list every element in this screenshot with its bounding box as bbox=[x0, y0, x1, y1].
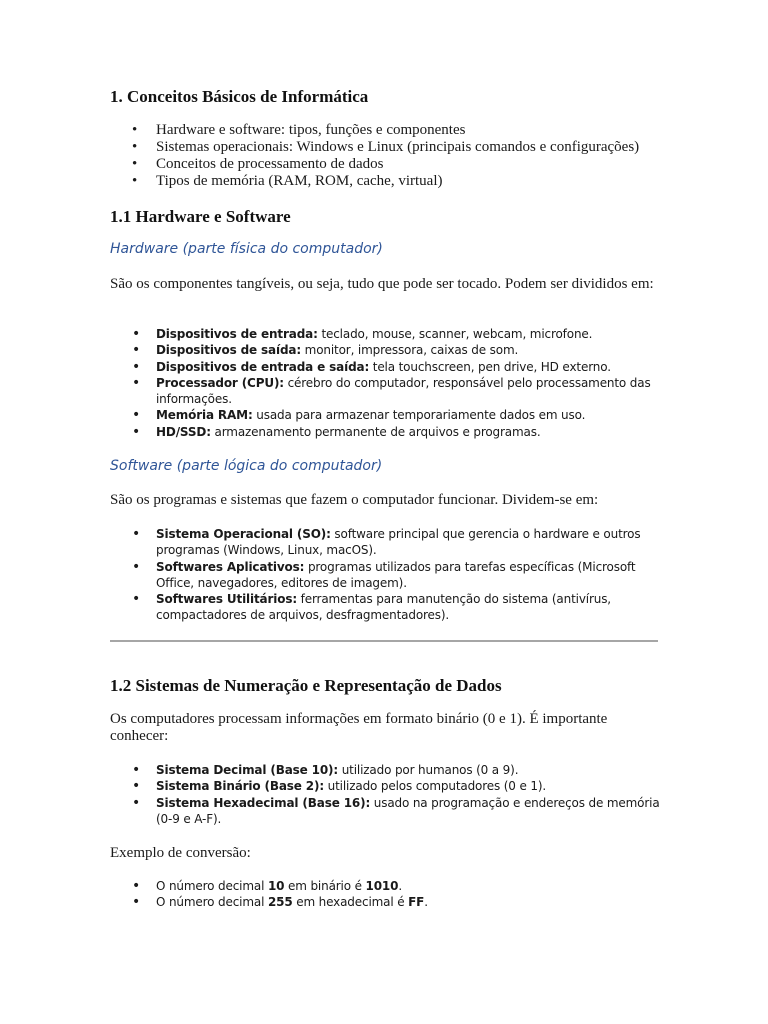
list-item bbox=[110, 795, 660, 828]
description: utilizado pelos computadores (0 e 1). bbox=[323, 779, 547, 794]
list-item: • Conceitos de processamento de dados bbox=[132, 156, 384, 172]
term: Processador (CPU): bbox=[156, 375, 284, 390]
description: software principal que gerencia o hardware e outros programas (Windows, Linux, macOS). bbox=[156, 527, 641, 558]
term: Softwares Aplicativos: bbox=[156, 559, 305, 574]
software-intro: São os programas e sistemas que fazem o computador funcionar. Dividem-se em: bbox=[110, 492, 599, 508]
term: Softwares Utilitários: bbox=[156, 592, 297, 607]
bullet-icon: • bbox=[132, 139, 138, 155]
list-item bbox=[110, 559, 660, 592]
list-item bbox=[110, 526, 660, 559]
list-item bbox=[110, 591, 660, 624]
bullet-icon: • bbox=[132, 173, 138, 189]
term: Dispositivos de entrada: bbox=[156, 327, 318, 341]
bullet-icon: • bbox=[132, 591, 141, 608]
list-item: • O número decimal 255 em hexadecimal é FF. bbox=[132, 894, 428, 911]
bullet-icon: • bbox=[132, 342, 141, 359]
list-item bbox=[110, 375, 660, 408]
bullet-icon: • bbox=[132, 374, 141, 391]
bullet-icon: • bbox=[132, 762, 141, 778]
term: Sistema Decimal (Base 10): bbox=[156, 763, 339, 777]
term: Dispositivos de saída: bbox=[156, 343, 301, 358]
list-item: • Hardware e software: tipos, funções e componentes bbox=[132, 122, 466, 138]
description: programas utilizados para tarefas específicas (Microsoft Office, navegadores, editores de imagem). bbox=[156, 559, 636, 590]
term: Sistema Operacional (SO): bbox=[156, 527, 331, 541]
description: usada para armazenar temporariamente dados em uso. bbox=[252, 408, 586, 423]
description: cérebro do computador, responsável pelo processamento das informações. bbox=[156, 375, 651, 407]
hardware-list bbox=[110, 326, 660, 440]
list-item bbox=[110, 407, 660, 423]
term: Memória RAM: bbox=[156, 408, 253, 423]
hardware-intro: São os componentes tangíveis, ou seja, tudo que pode ser tocado. Podem ser divididos em: bbox=[110, 276, 654, 292]
bullet-icon: • bbox=[132, 156, 138, 172]
bullet-icon: • bbox=[132, 894, 141, 911]
horizontal-rule bbox=[110, 640, 658, 642]
description: ferramentas para manutenção do sistema (antivírus, compactadores de arquivos, desfragmentadores). bbox=[156, 592, 611, 623]
section-1-heading: 1. Conceitos Básicos de Informática bbox=[110, 87, 369, 106]
list-item bbox=[110, 359, 660, 375]
section-1-1-heading: 1.1 Hardware e Software bbox=[110, 207, 291, 226]
bullet-icon: • bbox=[132, 326, 141, 342]
description: utilizado por humanos (0 a 9). bbox=[338, 763, 519, 777]
decimal-value: 255 bbox=[267, 895, 293, 910]
description: teclado, mouse, scanner, webcam, microfone. bbox=[317, 327, 593, 341]
term: HD/SSD: bbox=[156, 424, 211, 439]
bullet-icon: • bbox=[132, 778, 141, 795]
list-item bbox=[110, 762, 660, 778]
bullet-icon: • bbox=[132, 794, 141, 811]
numbering-systems-list bbox=[110, 762, 660, 827]
bullet-icon: • bbox=[132, 407, 141, 424]
description: armazenamento permanente de arquivos e programas. bbox=[210, 424, 541, 439]
software-subheading: Software (parte lógica do computador) bbox=[110, 458, 383, 474]
hardware-subheading: Hardware (parte física do computador) bbox=[110, 241, 383, 257]
section-1-2-intro: Os computadores processam informações em formato binário (0 e 1). É importante conhecer: bbox=[110, 711, 608, 744]
converted-value: 1010 bbox=[365, 879, 399, 893]
conversion-examples-list bbox=[110, 878, 660, 911]
converted-value: FF bbox=[408, 895, 425, 910]
term: Dispositivos de entrada e saída: bbox=[156, 359, 370, 374]
list-item: • O número decimal 10 em binário é 1010. bbox=[132, 878, 402, 894]
bullet-icon: • bbox=[132, 526, 141, 542]
list-item bbox=[110, 326, 660, 342]
list-item bbox=[110, 424, 660, 440]
list-item bbox=[110, 778, 660, 794]
bullet-icon: • bbox=[132, 423, 141, 440]
example-label: Exemplo de conversão: bbox=[110, 845, 251, 861]
bullet-icon: • bbox=[132, 358, 141, 375]
section-1-2-heading: 1.2 Sistemas de Numeração e Representação de Dados bbox=[110, 676, 502, 695]
bullet-icon: • bbox=[132, 122, 138, 138]
bullet-icon: • bbox=[132, 878, 141, 894]
description: tela touchscreen, pen drive, HD externo. bbox=[369, 359, 611, 374]
list-item bbox=[110, 342, 660, 358]
software-list bbox=[110, 526, 660, 624]
section-1-list bbox=[110, 122, 660, 190]
list-item: • Tipos de memória (RAM, ROM, cache, virtual) bbox=[132, 173, 443, 189]
term: Sistema Hexadecimal (Base 16): bbox=[156, 795, 371, 810]
term: Sistema Binário (Base 2): bbox=[156, 779, 324, 794]
bullet-icon: • bbox=[132, 558, 141, 575]
decimal-value: 10 bbox=[267, 879, 285, 893]
description: usado na programação e endereços de memória (0-9 e A-F). bbox=[156, 795, 660, 826]
description: monitor, impressora, caixas de som. bbox=[301, 343, 519, 358]
list-item: • Sistemas operacionais: Windows e Linux (principais comandos e configurações) bbox=[132, 139, 640, 155]
